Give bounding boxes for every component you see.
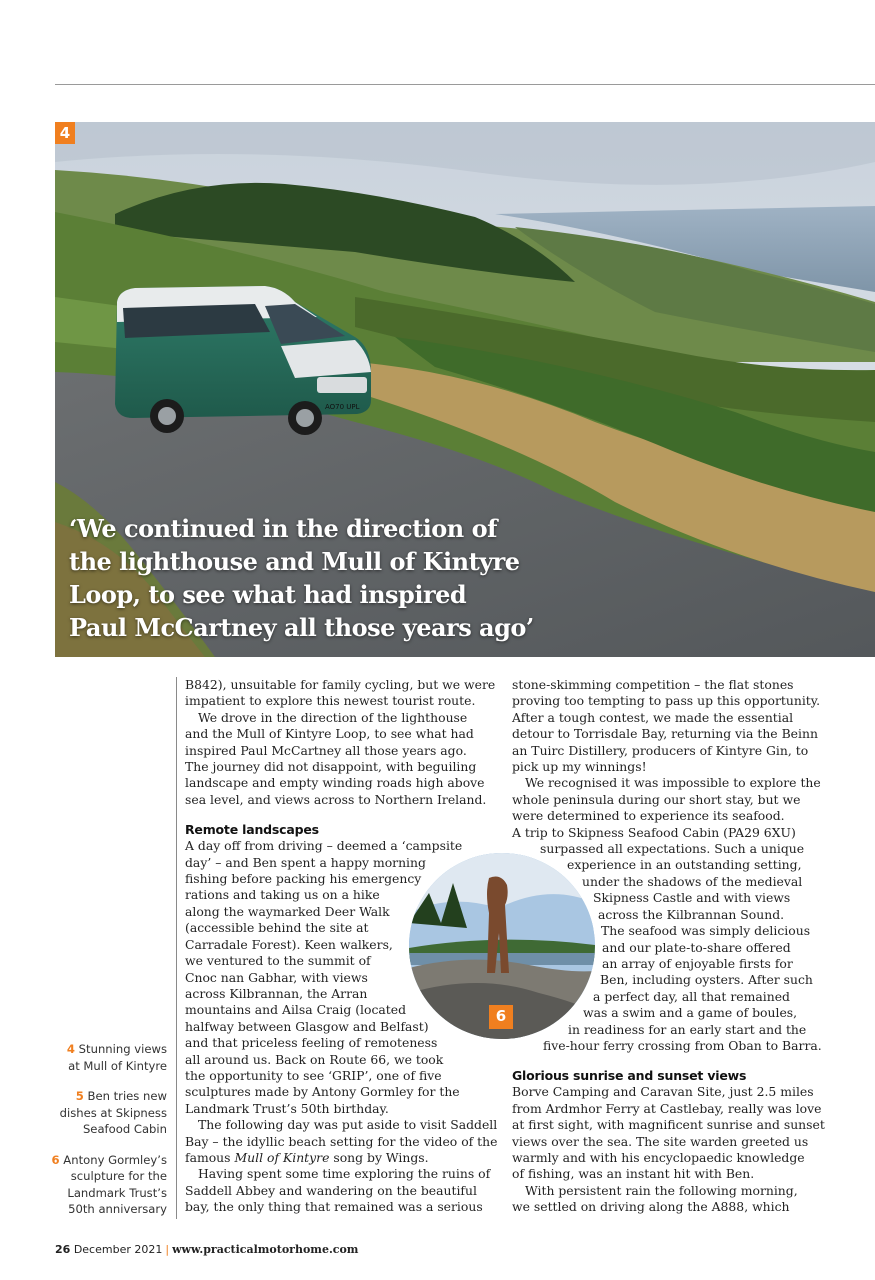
text-line: Saddell Abbey and wandering on the beautiful — [185, 1182, 477, 1198]
caption-text: dishes at Skipness — [59, 1105, 167, 1120]
text-line: Cnoc nan Gabhar, with views — [185, 969, 368, 985]
text-line: bay, the only thing that remained was a serious — [185, 1199, 483, 1215]
text-line: under the shadows of the medieval — [582, 873, 803, 889]
paragraph — [185, 677, 497, 808]
text-line: The journey did not disappoint, with beguiling — [185, 759, 477, 775]
text-line: With persistent rain the following morning, — [525, 1182, 798, 1198]
text-line: mountains and Ailsa Craig (located — [185, 1002, 407, 1018]
text-line: A day off from driving – deemed a ‘campsite — [185, 838, 463, 854]
text-line: an array of enjoyable firsts for — [602, 955, 793, 971]
text-line: sea level, and views across to Northern Ireland. — [185, 791, 487, 807]
text-line: all around us. Back on Route 66, we took — [185, 1051, 444, 1067]
text-line: The following day was put aside to visit Saddell — [198, 1117, 498, 1133]
text-line: was a swim and a game of boules, — [583, 1005, 798, 1021]
text-line — [185, 1150, 497, 1166]
van-number-plate: AO70 UPL — [325, 403, 360, 411]
text-line: of fishing, was an instant hit with Ben. — [512, 1166, 755, 1182]
text-line: we settled on driving along the A888, which — [512, 1199, 790, 1215]
text-line: and that priceless feeling of remoteness — [185, 1035, 438, 1051]
text-line: in readiness for an early start and the — [568, 1021, 807, 1037]
text-line: and the Mull of Kintyre Loop, to see what had — [185, 726, 474, 742]
caption-text: Stunning views — [75, 1042, 167, 1056]
caption-number: 5 — [75, 1089, 84, 1103]
website-link[interactable]: www.practicalmotorhome.com — [172, 1243, 359, 1256]
text-line: Borve Camping and Caravan Site, just 2.5 miles — [512, 1084, 814, 1100]
text-span: song by Wings. — [329, 1149, 429, 1165]
text-line: warmly and with his encyclopaedic knowledge — [512, 1149, 805, 1165]
caption-text: Seafood Cabin — [82, 1122, 167, 1136]
text-line: were determined to experience its seafood. — [512, 808, 785, 824]
caption-text: Landmark Trust’s — [67, 1185, 167, 1200]
text-line: stone-skimming competition – the flat stones — [512, 677, 794, 692]
text-line: B842), unsuitable for family cycling, but we were — [185, 677, 496, 692]
text-line: from Ardmhor Ferry at Castlebay, really was love — [512, 1100, 822, 1116]
section-heading: Glorious sunrise and sunset views — [512, 1068, 747, 1084]
text-line: surpassed all expectations. Such a unique — [540, 841, 805, 857]
song-title: Mull of Kintyre — [234, 1149, 330, 1165]
page-footer — [55, 1243, 358, 1256]
caption-text: at Mull of Kintyre — [68, 1058, 167, 1073]
top-rule — [55, 84, 875, 85]
text-line: rations and taking us on a hike — [185, 887, 380, 903]
text-line: across Kilbrannan, the Arran — [185, 985, 368, 1001]
caption-text: Antony Gormley’s — [59, 1152, 167, 1167]
photo-number-badge: 6 — [489, 1005, 513, 1029]
text-line: experience in an outstanding setting, — [567, 857, 802, 873]
issue-date: December 2021 — [73, 1243, 163, 1256]
hero-photo — [55, 122, 875, 657]
text-line: inspired Paul McCartney all those years ago. — [185, 742, 467, 758]
captions — [40, 1041, 167, 1232]
caption — [40, 1041, 167, 1074]
text-line: five-hour ferry crossing from Oban to Barra. — [543, 1037, 822, 1053]
text-line: along the waymarked Deer Walk — [185, 903, 390, 919]
text-line: Skipness Castle and with views — [593, 890, 791, 906]
caption — [40, 1088, 167, 1138]
caption-text: sculpture for the — [70, 1169, 167, 1183]
text-line: (accessible behind the site at — [185, 920, 369, 936]
footer-separator: | — [165, 1243, 170, 1256]
text-line: we ventured to the summit of — [185, 953, 371, 969]
text-line: Having spent some time exploring the ruins of — [198, 1166, 491, 1182]
page-number: 26 — [55, 1243, 71, 1256]
text-line: pick up my winnings! — [512, 759, 647, 775]
text-line: After a tough contest, we made the essential — [512, 709, 794, 725]
paragraph — [512, 1084, 832, 1215]
text-line: sculptures made by Antony Gormley for the — [185, 1084, 460, 1100]
text-line: proving too tempting to pass up this opportunity. — [512, 693, 821, 709]
text-line: We drove in the direction of the lighthouse — [198, 709, 468, 725]
text-line: a perfect day, all that remained — [593, 988, 790, 1004]
caption — [40, 1152, 167, 1218]
text-line: A trip to Skipness Seafood Cabin (PA29 6XU) — [512, 824, 796, 840]
text-line: halfway between Glasgow and Belfast) — [185, 1018, 429, 1034]
photo-number-badge: 4 — [55, 122, 75, 144]
text-line: the opportunity to see ‘GRIP’, one of five — [185, 1067, 442, 1083]
text-span: famous — [185, 1149, 235, 1165]
text-line: an Tuirc Distillery, producers of Kintyre Gin, to — [512, 742, 809, 758]
text-line: The seafood was simply delicious — [601, 923, 811, 939]
caption-number: 6 — [51, 1152, 60, 1167]
text-line: Landmark Trust’s 50th birthday. — [185, 1100, 389, 1116]
text-line: We recognised it was impossible to explore the — [525, 775, 821, 791]
text-line: Carradale Forest). Keen walkers, — [185, 936, 393, 952]
text-line: day’ – and Ben spent a happy morning — [185, 854, 426, 870]
caption-text: 50th anniversary — [68, 1202, 167, 1216]
text-line: impatient to explore this newest tourist route. — [185, 693, 476, 709]
text-line: landscape and empty winding roads high above — [185, 775, 485, 791]
text-line: Bay – the idyllic beach setting for the video of the — [185, 1133, 498, 1149]
text-line: fishing before packing his emergency — [185, 871, 422, 887]
text-line: across the Kilbrannan Sound. — [598, 906, 785, 922]
caption-text: Ben tries new — [83, 1089, 167, 1103]
caption-divider — [176, 677, 177, 1219]
pull-quote: ‘We continued in the direction of the lighthouse and Mull of Kintyre Loop, to see what had inspired Paul McCartney all those years ago’ — [69, 514, 534, 642]
text-line: Ben, including oysters. After such — [600, 972, 813, 988]
text-line: detour to Torrisdale Bay, returning via the Beinn — [512, 726, 818, 742]
text-line: views over the sea. The site warden greeted us — [512, 1133, 809, 1149]
caption-number: 4 — [66, 1042, 75, 1056]
text-line: at first sight, with magnificent sunrise and sunset — [512, 1117, 825, 1133]
section-heading: Remote landscapes — [185, 822, 319, 838]
text-line: whole peninsula during our short stay, but we — [512, 791, 801, 807]
text-line: and our plate-to-share offered — [602, 939, 791, 955]
